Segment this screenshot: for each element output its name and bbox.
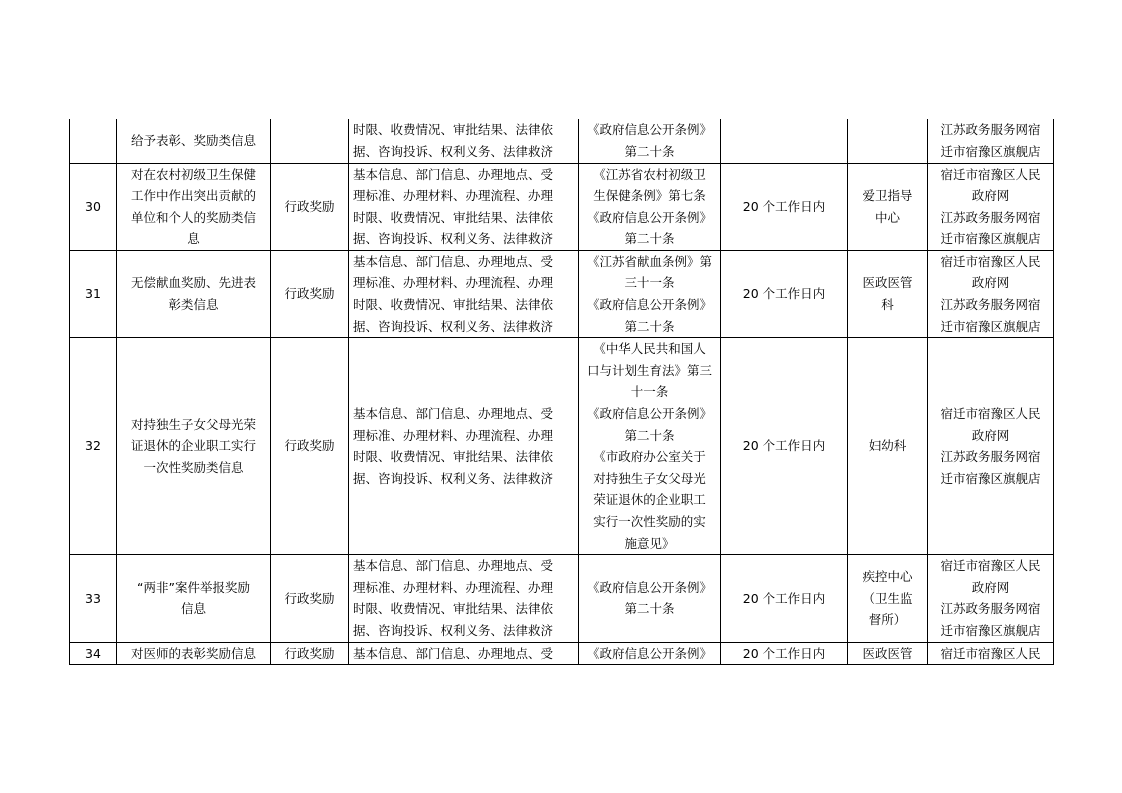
cell-line: 三十一条	[624, 275, 675, 291]
cell-line: 基本信息、部门信息、办理地点、受	[353, 166, 554, 182]
cell-item-name	[117, 119, 271, 163]
cell-number: 31	[70, 250, 117, 337]
cell-number: 33	[70, 555, 117, 642]
cell-line: 疾控中心	[862, 568, 913, 584]
table-row	[70, 119, 1054, 163]
cell-line: 时限、收费情况、审批结果、法律依	[353, 601, 554, 617]
cell-line: 宿迁市宿豫区人民	[940, 645, 1041, 661]
cell-number: 30	[70, 163, 117, 250]
cell-channel	[928, 555, 1054, 642]
cell-content	[349, 555, 579, 642]
cell-line: 对持独生子女父母光荣	[130, 416, 256, 432]
cell-line: 据、咨询投诉、权利义务、法律救济	[353, 143, 554, 159]
cell-line: 《市政府办公室关于	[593, 449, 706, 465]
cell-department	[848, 163, 928, 250]
cell-line: 第二十条	[624, 143, 675, 159]
cell-line: 理标准、办理材料、办理流程、办理	[353, 188, 554, 204]
cell-line: 政府网	[971, 275, 1010, 291]
cell-line: 《江苏省农村初级卫	[593, 166, 706, 182]
cell-department	[848, 555, 928, 642]
cell-department	[848, 119, 928, 163]
cell-line: 第二十条	[624, 318, 675, 334]
cell-basis	[579, 250, 721, 337]
cell-line: 给予表彰、奖励类信息	[130, 132, 256, 148]
cell-line: 迁市宿豫区旗舰店	[940, 622, 1041, 638]
cell-line: 无偿献血奖励、先进表	[130, 275, 256, 291]
cell-line: 江苏政务服务网宿	[940, 122, 1041, 138]
cell-category: 行政奖励	[271, 163, 349, 250]
cell-item-name	[117, 642, 271, 665]
cell-channel	[928, 642, 1054, 665]
cell-line: 宿迁市宿豫区人民	[940, 558, 1041, 574]
cell-line: 政府网	[971, 188, 1010, 204]
cell-line: 工作中作出突出贡献的	[130, 188, 256, 204]
cell-department	[848, 250, 928, 337]
disclosure-table	[69, 119, 1054, 665]
cell-line: 科	[881, 297, 894, 313]
cell-line: 据、咨询投诉、权利义务、法律救济	[353, 470, 554, 486]
cell-line: 对医师的表彰奖励信息	[130, 645, 256, 661]
cell-channel	[928, 250, 1054, 337]
cell-line: 爱卫指导	[862, 188, 913, 204]
cell-line: 江苏政务服务网宿	[940, 601, 1041, 617]
cell-time-limit: 20 个工作日内	[721, 642, 848, 665]
cell-number	[70, 119, 117, 163]
cell-line: 口与计划生育法》第三	[586, 362, 712, 378]
cell-line: 医政医管	[862, 645, 913, 661]
cell-line: 宿迁市宿豫区人民	[940, 166, 1041, 182]
cell-line: 基本信息、部门信息、办理地点、受	[353, 406, 554, 422]
cell-line: 第二十条	[624, 601, 675, 617]
cell-line: 迁市宿豫区旗舰店	[940, 318, 1041, 334]
cell-item-name	[117, 163, 271, 250]
cell-category: 行政奖励	[271, 555, 349, 642]
cell-content	[349, 119, 579, 163]
cell-channel	[928, 119, 1054, 163]
table-body	[70, 119, 1054, 665]
cell-line: 《政府信息公开条例》	[586, 579, 712, 595]
cell-line: 《江苏省献血条例》第	[586, 253, 712, 269]
cell-channel	[928, 338, 1054, 555]
cell-time-limit	[721, 119, 848, 163]
table-row	[70, 250, 1054, 337]
cell-department	[848, 642, 928, 665]
cell-line: 江苏政务服务网宿	[940, 209, 1041, 225]
cell-item-name	[117, 250, 271, 337]
cell-line: 理标准、办理材料、办理流程、办理	[353, 579, 554, 595]
table-row	[70, 555, 1054, 642]
cell-content	[349, 642, 579, 665]
cell-line: 基本信息、部门信息、办理地点、受	[353, 558, 554, 574]
cell-line: 中心	[874, 209, 900, 225]
cell-line: 理标准、办理材料、办理流程、办理	[353, 275, 554, 291]
cell-line: 迁市宿豫区旗舰店	[940, 231, 1041, 247]
cell-line: 江苏政务服务网宿	[940, 449, 1041, 465]
cell-department	[848, 338, 928, 555]
cell-item-name	[117, 555, 271, 642]
cell-line: 基本信息、部门信息、办理地点、受	[353, 645, 554, 661]
cell-time-limit: 20 个工作日内	[721, 163, 848, 250]
cell-line: 彰类信息	[168, 297, 219, 313]
cell-line: 对在农村初级卫生保健	[130, 166, 256, 182]
cell-content	[349, 338, 579, 555]
cell-line: 江苏政务服务网宿	[940, 297, 1041, 313]
cell-line: 一次性奖励类信息	[143, 460, 244, 476]
cell-line: 迁市宿豫区旗舰店	[940, 143, 1041, 159]
cell-line: 对持独生子女父母光	[593, 470, 706, 486]
cell-line: 督所）	[868, 612, 907, 628]
cell-line: 妇幼科	[868, 438, 907, 454]
cell-line: 施意见》	[624, 535, 675, 551]
cell-line: 《政府信息公开条例》	[586, 645, 712, 661]
cell-line: 政府网	[971, 427, 1010, 443]
cell-line: 荣证退休的企业职工	[593, 492, 706, 508]
cell-line: 息	[187, 231, 200, 247]
cell-category	[271, 119, 349, 163]
cell-line: 基本信息、部门信息、办理地点、受	[353, 253, 554, 269]
cell-line: 宿迁市宿豫区人民	[940, 253, 1041, 269]
cell-number: 34	[70, 642, 117, 665]
cell-line: 据、咨询投诉、权利义务、法律救济	[353, 318, 554, 334]
cell-line: 《政府信息公开条例》	[586, 297, 712, 313]
cell-content	[349, 250, 579, 337]
cell-line: 《中华人民共和国人	[593, 341, 706, 357]
cell-line: 据、咨询投诉、权利义务、法律救济	[353, 622, 554, 638]
cell-basis	[579, 555, 721, 642]
cell-line: 第二十条	[624, 231, 675, 247]
cell-number: 32	[70, 338, 117, 555]
cell-line: 证退休的企业职工实行	[130, 438, 256, 454]
cell-basis	[579, 119, 721, 163]
cell-time-limit: 20 个工作日内	[721, 555, 848, 642]
cell-time-limit: 20 个工作日内	[721, 338, 848, 555]
cell-time-limit: 20 个工作日内	[721, 250, 848, 337]
cell-item-name	[117, 338, 271, 555]
cell-line: 宿迁市宿豫区人民	[940, 406, 1041, 422]
cell-line: 《政府信息公开条例》	[586, 209, 712, 225]
cell-line: 单位和个人的奖励类信	[130, 209, 256, 225]
table-row	[70, 338, 1054, 555]
cell-channel	[928, 163, 1054, 250]
cell-line: 《政府信息公开条例》	[586, 122, 712, 138]
cell-line: 时限、收费情况、审批结果、法律依	[353, 449, 554, 465]
cell-line: 据、咨询投诉、权利义务、法律救济	[353, 231, 554, 247]
table-row	[70, 163, 1054, 250]
cell-category: 行政奖励	[271, 642, 349, 665]
cell-line: 时限、收费情况、审批结果、法律依	[353, 122, 554, 138]
cell-line: 政府网	[971, 579, 1010, 595]
cell-line: 十一条	[630, 384, 669, 400]
cell-line: “两非”案件举报奖励	[137, 579, 250, 595]
cell-line: 实行一次性奖励的实	[593, 514, 706, 529]
cell-line: 时限、收费情况、审批结果、法律依	[353, 297, 554, 313]
cell-line: 第二十条	[624, 427, 675, 443]
cell-line: 生保健条例》第七条	[593, 188, 706, 204]
cell-basis	[579, 163, 721, 250]
cell-line: 迁市宿豫区旗舰店	[940, 470, 1041, 486]
cell-line: 《政府信息公开条例》	[586, 406, 712, 422]
cell-basis	[579, 642, 721, 665]
cell-line: 信息	[180, 601, 206, 617]
cell-basis	[579, 338, 721, 555]
cell-content	[349, 163, 579, 250]
cell-line: 理标准、办理材料、办理流程、办理	[353, 427, 554, 443]
cell-category: 行政奖励	[271, 250, 349, 337]
cell-category: 行政奖励	[271, 338, 349, 555]
cell-line: 时限、收费情况、审批结果、法律依	[353, 209, 554, 225]
table-row	[70, 642, 1054, 665]
cell-line: 医政医管	[862, 275, 913, 291]
cell-line: （卫生监	[862, 590, 913, 606]
